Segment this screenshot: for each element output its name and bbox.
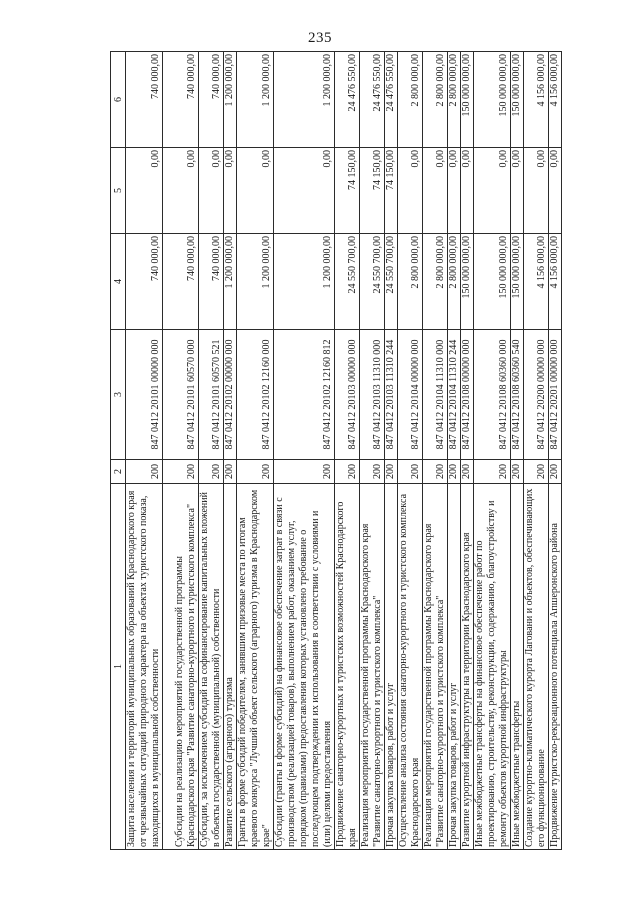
row-code-vr-cell: 200 [549,460,562,484]
table-row [385,52,398,850]
row-classification-code-cell: 847 0412 20104 11310 244 [448,330,461,460]
row-amount-col5-cell: 0,00 [398,148,423,234]
row-classification-code-cell: 847 0412 20103 11310 244 [385,330,398,460]
row-code-vr-cell: 200 [224,460,237,484]
table-row [549,52,562,850]
row-name-cell: Иные межбюджетные трансферты на финансовое обеспечение работ по проектированию, строительству, реконструкции, содержанию, благоустройству и ремонту объектов курортной инфраструктуры [474,484,511,850]
row-amount-col6-cell: 150 000 000,00 [461,52,474,148]
row-name-cell: Продвижение туристско-рекреационного потенциала Апшеронского района [549,484,562,850]
row-amount-col6-cell: 24 476 550,00 [360,52,385,148]
row-classification-code-cell: 847 0412 20101 00000 000 [126,330,163,460]
page-number: 235 [308,30,332,46]
row-amount-col5-cell: 0,00 [461,148,474,234]
table-row [448,52,461,850]
rotated-sheet [110,50,610,850]
row-name-cell: Субсидии на реализацию мероприятий государственной программы Краснодарского края "Развитие санаторно-курортного и туристского комплекса" [163,484,199,850]
table-row [199,52,224,850]
row-amount-col4-cell: 1 200 000,00 [237,234,274,330]
row-code-vr-cell: 200 [274,460,335,484]
row-code-vr-cell: 200 [423,460,448,484]
row-amount-col4-cell: 740 000,00 [199,234,224,330]
row-code-vr-cell: 200 [126,460,163,484]
row-amount-col6-cell: 150 000 000,00 [511,52,524,148]
row-name-cell: Развитие сельского (аграрного) туризма [224,484,237,850]
row-amount-col5-cell: 0,00 [274,148,335,234]
row-amount-col6-cell: 2 800 000,00 [423,52,448,148]
table-row [398,52,423,850]
row-amount-col4-cell: 24 550 700,00 [385,234,398,330]
row-code-vr-cell: 200 [199,460,224,484]
row-amount-col4-cell: 24 550 700,00 [360,234,385,330]
row-name-cell: Субсидии, за исключением субсидий на софинансирование капитальных вложений в объекты государственной (муниципальной) собственности [199,484,224,850]
budget-table [110,51,562,850]
row-amount-col4-cell: 4 156 000,00 [524,234,549,330]
row-name-cell: Прочая закупка товаров, работ и услуг [448,484,461,850]
table-row [163,52,199,850]
row-amount-col6-cell: 24 476 550,00 [385,52,398,148]
row-name-cell: Осуществление анализа состояния санаторно-курортного и туристского комплекса Краснодарского края [398,484,423,850]
table-row [423,52,448,850]
table-row [360,52,385,850]
row-amount-col6-cell: 1 200 000,00 [237,52,274,148]
table-row [237,52,274,850]
row-amount-col4-cell: 24 550 700,00 [335,234,360,330]
header-col-3: 3 [111,330,126,460]
row-name-cell: Гранты в форме субсидий победителям, занявшим призовые места по итогам краевого конкурса "Лучший объект сельского (аграрного) туризма в Краснодарском крае" [237,484,274,850]
row-classification-code-cell: 847 0412 20104 00000 000 [398,330,423,460]
row-amount-col5-cell: 0,00 [199,148,224,234]
row-amount-col4-cell: 2 800 000,00 [448,234,461,330]
header-col-5: 5 [111,148,126,234]
row-amount-col4-cell: 150 000 000,00 [474,234,511,330]
table-row [224,52,237,850]
row-amount-col5-cell: 0,00 [224,148,237,234]
row-classification-code-cell: 847 0412 20201 00000 000 [549,330,562,460]
row-classification-code-cell: 847 0412 20103 11310 000 [360,330,385,460]
row-code-vr-cell: 200 [511,460,524,484]
row-classification-code-cell: 847 0412 20104 11310 000 [423,330,448,460]
row-amount-col4-cell: 150 000 000,00 [461,234,474,330]
row-amount-col4-cell: 740 000,00 [163,234,199,330]
row-amount-col5-cell: 0,00 [237,148,274,234]
row-code-vr-cell: 200 [163,460,199,484]
row-amount-col4-cell: 1 200 000,00 [274,234,335,330]
row-amount-col4-cell: 740 000,00 [126,234,163,330]
row-classification-code-cell: 847 0412 20101 60570 521 [199,330,224,460]
row-amount-col6-cell: 740 000,00 [199,52,224,148]
row-amount-col6-cell: 150 000 000,00 [474,52,511,148]
row-classification-code-cell: 847 0412 20108 60360 000 [474,330,511,460]
row-name-cell: Развитие курортной инфраструктуры на территории Краснодарского края [461,484,474,850]
row-amount-col6-cell: 2 800 000,00 [448,52,461,148]
row-name-cell: Субсидии (гранты в форме субсидий) на финансовое обеспечение затрат в связи с производством (реализацией товаров), выполнением работ, оказанием услуг, порядком (правилами) предоставления которых установлено требование о последующем подтверждении их использования в соответствии с условиями и (или) целями предоставления [274,484,335,850]
row-classification-code-cell: 847 0412 20101 60570 000 [163,330,199,460]
header-col-4: 4 [111,234,126,330]
row-amount-col5-cell: 0,00 [474,148,511,234]
row-classification-code-cell: 847 0412 20200 00000 000 [524,330,549,460]
row-amount-col5-cell: 0,00 [511,148,524,234]
row-classification-code-cell: 847 0412 20108 60360 540 [511,330,524,460]
row-amount-col5-cell: 74 150,00 [385,148,398,234]
row-name-cell: Защита населения и территорий муниципальных образований Краснодарского края от чрезвычайных ситуаций природного характера на объектах туристского показа, находящихся в муниципальной собственности [126,484,163,850]
row-name-cell: Реализация мероприятий государственной программы Краснодарского края "Развитие санаторно-курортного и туристского комплекса" [360,484,385,850]
row-amount-col5-cell: 0,00 [549,148,562,234]
row-amount-col6-cell: 4 156 000,00 [524,52,549,148]
row-code-vr-cell: 200 [360,460,385,484]
rotated-table-frame [110,50,610,850]
row-amount-col6-cell: 740 000,00 [163,52,199,148]
table-row [474,52,511,850]
row-amount-col5-cell: 74 150,00 [360,148,385,234]
row-code-vr-cell: 200 [237,460,274,484]
row-code-vr-cell: 200 [524,460,549,484]
row-amount-col6-cell: 1 200 000,00 [274,52,335,148]
table-row [524,52,549,850]
row-amount-col4-cell: 4 156 000,00 [549,234,562,330]
table-row [126,52,163,850]
row-code-vr-cell: 200 [461,460,474,484]
row-amount-col6-cell: 740 000,00 [126,52,163,148]
row-code-vr-cell: 200 [385,460,398,484]
row-amount-col6-cell: 1 200 000,00 [224,52,237,148]
row-amount-col4-cell: 150 000 000,00 [511,234,524,330]
header-col-2: 2 [111,460,126,484]
table-body [126,52,562,850]
header-col-1: 1 [111,484,126,850]
row-amount-col5-cell: 74 150,00 [335,148,360,234]
table-row [511,52,524,850]
table-row [335,52,360,850]
row-name-cell: Создание курортно-климатического курорта Лаговани и объектов, обеспечивающих его функционирование [524,484,549,850]
row-code-vr-cell: 200 [448,460,461,484]
row-classification-code-cell: 847 0412 20102 12160 000 [237,330,274,460]
row-name-cell: Продвижение санаторно-курортных и туристских возможностей Краснодарского края [335,484,360,850]
row-amount-col6-cell: 24 476 550,00 [335,52,360,148]
row-code-vr-cell: 200 [474,460,511,484]
header-col-6: 6 [111,52,126,148]
row-amount-col5-cell: 0,00 [126,148,163,234]
row-name-cell: Прочая закупка товаров, работ и услуг [385,484,398,850]
table-row [274,52,335,850]
row-amount-col5-cell: 0,00 [524,148,549,234]
row-amount-col6-cell: 2 800 000,00 [398,52,423,148]
row-amount-col6-cell: 4 156 000,00 [549,52,562,148]
row-code-vr-cell: 200 [398,460,423,484]
row-amount-col5-cell: 0,00 [423,148,448,234]
row-classification-code-cell: 847 0412 20102 00000 000 [224,330,237,460]
row-classification-code-cell: 847 0412 20108 00000 000 [461,330,474,460]
row-amount-col4-cell: 2 800 000,00 [423,234,448,330]
row-name-cell: Реализация мероприятий государственной программы Краснодарского края "Развитие санаторно-курортного и туристского комплекса" [423,484,448,850]
row-amount-col5-cell: 0,00 [448,148,461,234]
row-code-vr-cell: 200 [335,460,360,484]
row-name-cell: Иные межбюджетные трансферты [511,484,524,850]
table-row [461,52,474,850]
row-classification-code-cell: 847 0412 20103 00000 000 [335,330,360,460]
table-header-row [111,52,126,850]
row-classification-code-cell: 847 0412 20102 12160 812 [274,330,335,460]
row-amount-col4-cell: 2 800 000,00 [398,234,423,330]
row-amount-col5-cell: 0,00 [163,148,199,234]
row-amount-col4-cell: 1 200 000,00 [224,234,237,330]
